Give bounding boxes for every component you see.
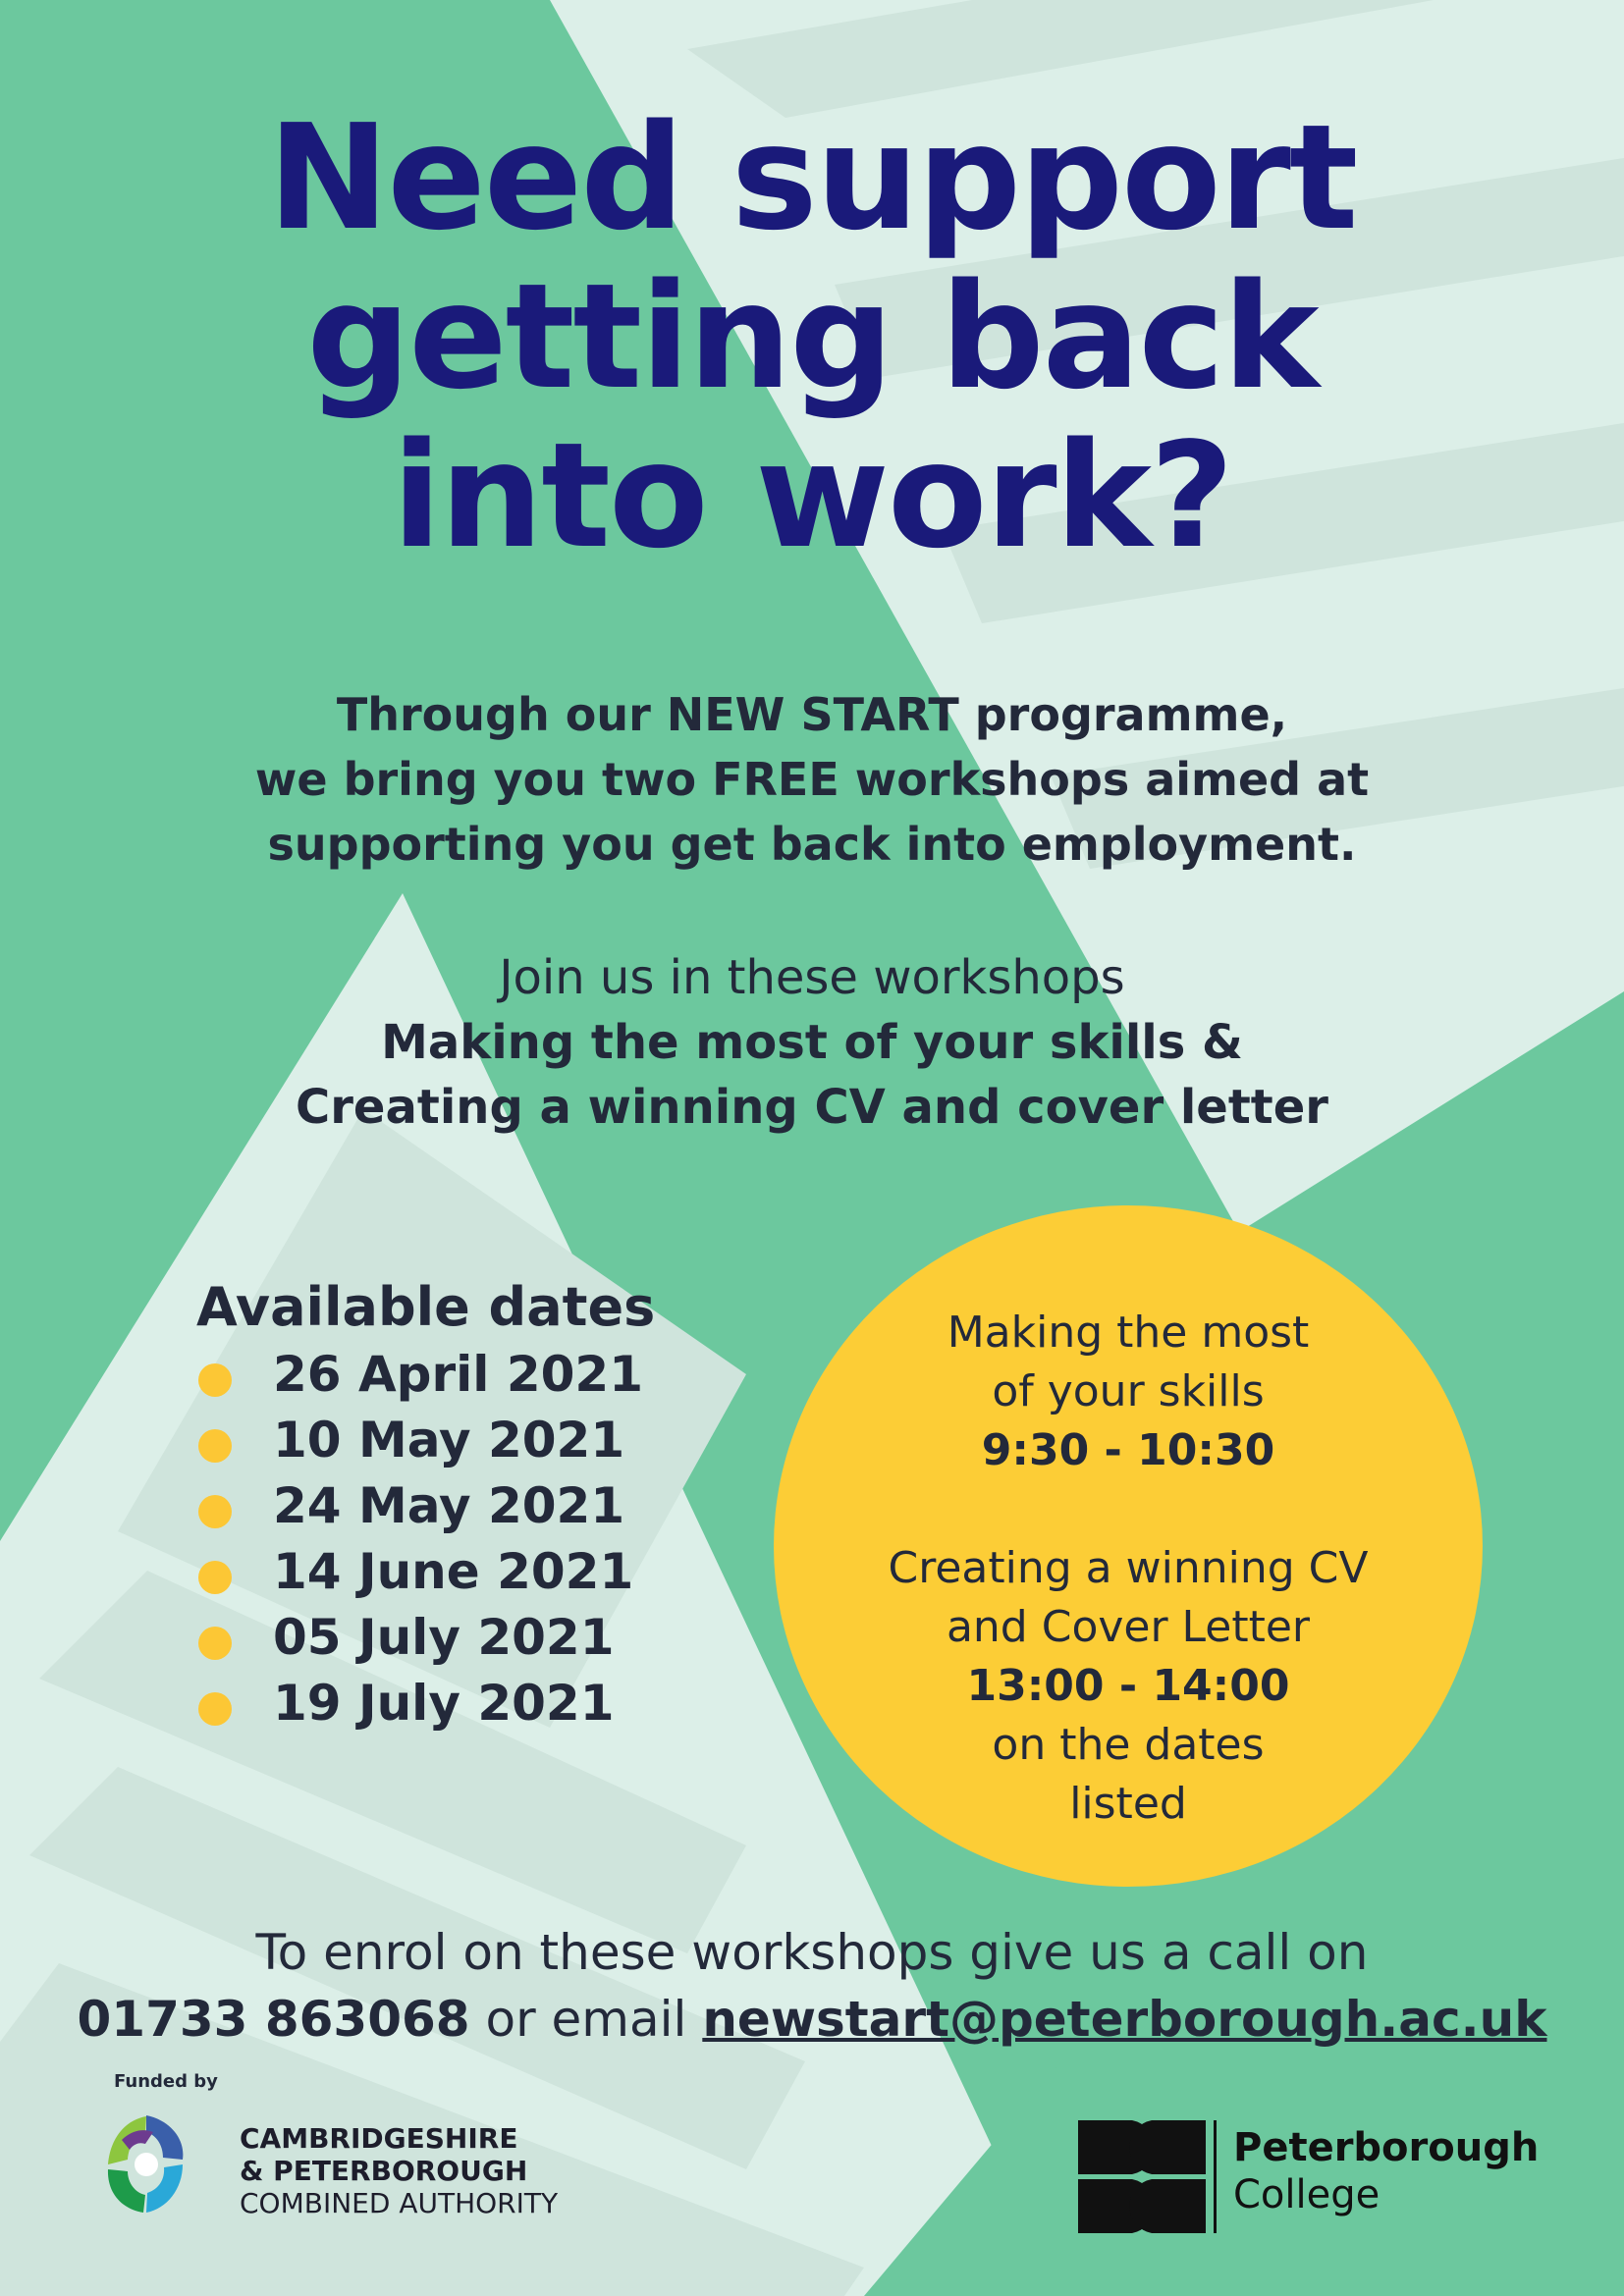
session-1-title-line-1: Making the most bbox=[947, 1308, 1310, 1358]
headline-line-1: Need support bbox=[267, 93, 1357, 262]
bullet-icon bbox=[198, 1627, 232, 1660]
contact-line bbox=[0, 1986, 1624, 2053]
enrol-block bbox=[0, 1919, 1624, 2053]
schedule-note-line-1: on the dates bbox=[992, 1720, 1265, 1770]
schedule-spacer bbox=[774, 1480, 1483, 1539]
schedule-circle bbox=[774, 1205, 1483, 1887]
contact-connector: or email bbox=[469, 1991, 703, 2048]
date-item bbox=[196, 1473, 746, 1539]
college-line-1: Peterborough bbox=[1233, 2125, 1540, 2170]
bullet-icon bbox=[198, 1692, 232, 1726]
phone-number[interactable]: 01733 863068 bbox=[77, 1991, 470, 2048]
intro-line-1: Through our NEW START programme, bbox=[336, 688, 1288, 741]
session-1-title-line-2: of your skills bbox=[992, 1366, 1265, 1416]
peterborough-college-wordmark bbox=[1233, 2124, 1539, 2218]
headline bbox=[0, 93, 1624, 580]
combined-authority-swirl-icon bbox=[102, 2110, 190, 2218]
date-item bbox=[196, 1539, 746, 1605]
date-label: 14 June 2021 bbox=[273, 1543, 634, 1600]
session-2-title-line-1: Creating a winning CV bbox=[888, 1543, 1369, 1593]
date-label: 10 May 2021 bbox=[273, 1412, 625, 1468]
bullet-icon bbox=[198, 1561, 232, 1594]
workshops-lead: Join us in these workshops bbox=[499, 950, 1125, 1005]
intro-line-2: we bring you two FREE workshops aimed at bbox=[254, 753, 1370, 806]
enrol-line: To enrol on these workshops give us a call on bbox=[255, 1924, 1369, 1981]
date-label: 24 May 2021 bbox=[273, 1477, 625, 1534]
date-label: 26 April 2021 bbox=[273, 1346, 643, 1403]
logo-divider bbox=[1214, 2120, 1217, 2233]
headline-line-3: into work? bbox=[392, 411, 1232, 580]
combined-authority-wordmark bbox=[240, 2122, 558, 2219]
funded-by-label: Funded by bbox=[114, 2071, 218, 2092]
dates-heading: Available dates bbox=[196, 1276, 656, 1338]
date-item bbox=[196, 1605, 746, 1671]
bullet-icon bbox=[198, 1429, 232, 1463]
funder-line-2: & PETERBOROUGH bbox=[240, 2155, 528, 2187]
date-item bbox=[196, 1408, 746, 1473]
session-2-time: 13:00 - 14:00 bbox=[966, 1661, 1290, 1711]
college-line-2: College bbox=[1233, 2172, 1380, 2217]
available-dates bbox=[196, 1276, 746, 1736]
bullet-icon bbox=[198, 1363, 232, 1397]
intro-paragraph bbox=[0, 682, 1624, 877]
session-2-title-line-2: and Cover Letter bbox=[946, 1602, 1311, 1652]
schedule-note-line-2: listed bbox=[1069, 1779, 1187, 1829]
headline-line-2: getting back bbox=[306, 252, 1318, 421]
date-item bbox=[196, 1671, 746, 1736]
date-label: 19 July 2021 bbox=[273, 1675, 615, 1732]
funder-line-3: COMBINED AUTHORITY bbox=[240, 2187, 559, 2219]
session-1-time: 9:30 - 10:30 bbox=[981, 1425, 1275, 1475]
schedule-text bbox=[774, 1304, 1483, 1834]
workshop-title-1: Making the most of your skills & bbox=[381, 1015, 1243, 1070]
date-label: 05 July 2021 bbox=[273, 1609, 615, 1666]
funder-line-1: CAMBRIDGESHIRE bbox=[240, 2122, 518, 2155]
workshops-block bbox=[0, 945, 1624, 1140]
peterborough-college-mark-icon bbox=[1078, 2120, 1206, 2233]
intro-line-3: supporting you get back into employment. bbox=[267, 818, 1357, 871]
workshop-title-2: Creating a winning CV and cover letter bbox=[296, 1080, 1328, 1135]
date-item bbox=[196, 1342, 746, 1408]
bullet-icon bbox=[198, 1495, 232, 1528]
email-link[interactable]: newstart@peterborough.ac.uk bbox=[702, 1991, 1547, 2048]
